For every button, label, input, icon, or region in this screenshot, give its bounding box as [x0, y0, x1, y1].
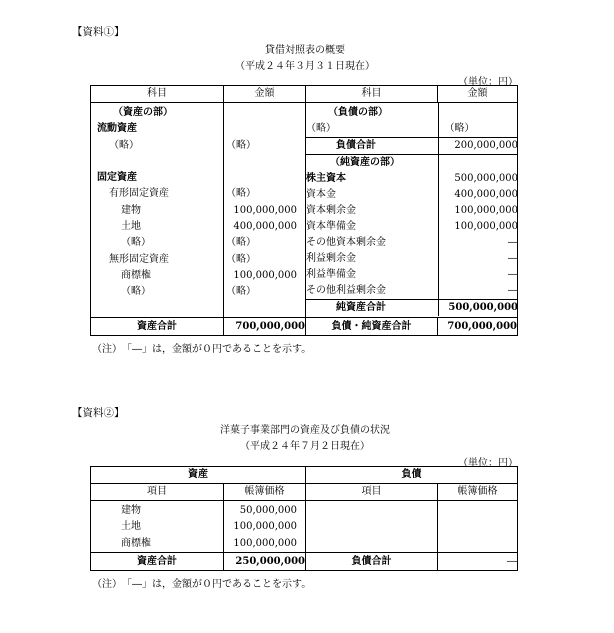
list-item: 固定資産: [97, 172, 137, 184]
list-value: 100,000,000: [233, 537, 297, 549]
col-header: 金額: [438, 86, 518, 103]
list-item: 資本剰余金: [306, 205, 356, 216]
list-value: [224, 154, 305, 170]
doc2-unit: （単位：円）: [458, 458, 518, 469]
list-item: 商標権: [121, 537, 151, 549]
dept-assets-table: [90, 466, 518, 571]
total-assets-label: 資産合計: [91, 317, 224, 335]
left-values: [224, 103, 306, 318]
doc1-date: （平成２４年３月３１日現在）: [235, 61, 375, 72]
right-block: [306, 103, 518, 318]
list-item: （略）: [121, 237, 151, 249]
list-value: [224, 105, 305, 121]
assets-header: 資産: [91, 467, 306, 484]
list-item: 資本金: [306, 189, 336, 200]
list-value: （略）: [226, 286, 256, 298]
header-row: [91, 86, 518, 103]
list-item: 商標権: [121, 269, 151, 281]
list-item: その他資本剰余金: [306, 237, 386, 248]
list-value: [224, 121, 305, 137]
list-item: 負債合計: [336, 140, 376, 151]
total-liab-value: ―: [438, 552, 518, 570]
list-item: [91, 154, 223, 170]
list-item: （略）: [306, 123, 336, 134]
list-value: （略）: [226, 237, 256, 249]
list-value: ―: [508, 253, 518, 264]
list-item: 無形固定資産: [109, 253, 169, 265]
total-assets-value: 700,000,000: [224, 317, 306, 335]
liab-values: [438, 501, 518, 553]
list-item: 土地: [121, 221, 141, 233]
col-header: 帳簿価格: [224, 484, 306, 501]
total-liab-value: 700,000,000: [438, 317, 518, 335]
doc2-note: （注） 「―」は，金額が０円であることを示す。: [92, 579, 312, 590]
list-item: （略）: [121, 286, 151, 298]
list-item: 資本準備金: [306, 221, 356, 232]
doc2-label: 【資料②】: [72, 407, 125, 419]
doc2-title: 洋菓子事業部門の資産及び負債の状況: [220, 425, 390, 436]
net-assets-label: 純資産合計: [336, 302, 386, 313]
list-value: （略）: [226, 188, 256, 200]
net-assets-value: 500,000,000: [448, 302, 518, 313]
liab-labels: [306, 501, 438, 553]
list-value: ―: [508, 269, 518, 280]
list-value: 50,000,000: [239, 505, 297, 516]
doc1-label: 【資料①】: [72, 26, 125, 38]
list-value: （略）: [226, 139, 256, 151]
list-value: ―: [508, 237, 518, 248]
list-value: [224, 170, 305, 186]
total-assets-label: 資産合計: [91, 552, 224, 570]
list-value: 200,000,000: [454, 140, 518, 151]
asset-values: [224, 501, 306, 553]
list-value: 400,000,000: [233, 221, 297, 233]
list-value: 100,000,000: [233, 204, 297, 216]
total-liab-label: 負債合計: [306, 552, 438, 570]
col-header: 金額: [224, 86, 306, 103]
list-value: （略）: [226, 253, 256, 265]
list-value: 400,000,000: [454, 189, 518, 200]
list-item: 利益剰余金: [306, 253, 356, 264]
liabilities-header: 負債: [306, 467, 518, 484]
doc1-unit: （単位：円）: [458, 77, 518, 88]
list-item: 建物: [121, 505, 141, 516]
total-assets-value: 250,000,000: [224, 552, 306, 570]
list-item: 土地: [121, 521, 141, 533]
list-value: （略）: [444, 123, 475, 134]
list-value: 100,000,000: [233, 521, 297, 533]
list-item: 流動資産: [97, 123, 137, 135]
list-value: 100,000,000: [454, 205, 518, 216]
list-value: 100,000,000: [233, 269, 297, 281]
left-labels: [91, 103, 224, 318]
list-item: 利益準備金: [306, 269, 356, 280]
list-item: 有形固定資産: [109, 188, 169, 200]
totals-row: [91, 552, 518, 570]
balance-sheet-table: [90, 85, 518, 336]
col-header: 科目: [306, 86, 438, 103]
list-item: （資産の部）: [113, 107, 173, 118]
total-liab-label: 負債・純資産合計: [306, 317, 438, 335]
col-header: 項目: [91, 484, 224, 501]
list-item: （略）: [109, 139, 139, 151]
col-header: 帳簿価格: [438, 484, 518, 501]
col-header: 科目: [91, 86, 224, 103]
list-item: （純資産の部）: [330, 157, 400, 168]
list-item: （負債の部）: [328, 107, 388, 118]
col-header: 項目: [306, 484, 438, 501]
asset-labels: [91, 501, 224, 553]
list-value: 500,000,000: [454, 173, 518, 184]
doc1-title: 貸借対照表の概要: [265, 45, 345, 56]
list-value: 100,000,000: [454, 221, 518, 232]
list-item: その他利益剰余金: [306, 285, 386, 296]
list-item: 株主資本: [306, 173, 346, 184]
list-value: ―: [508, 285, 518, 296]
doc2-date: （平成２４年７月２日現在）: [240, 441, 370, 452]
list-item: 建物: [121, 204, 141, 216]
doc1-note: （注） 「―」は，金額が０円であることを示す。: [92, 344, 312, 355]
totals-row: [91, 317, 518, 335]
